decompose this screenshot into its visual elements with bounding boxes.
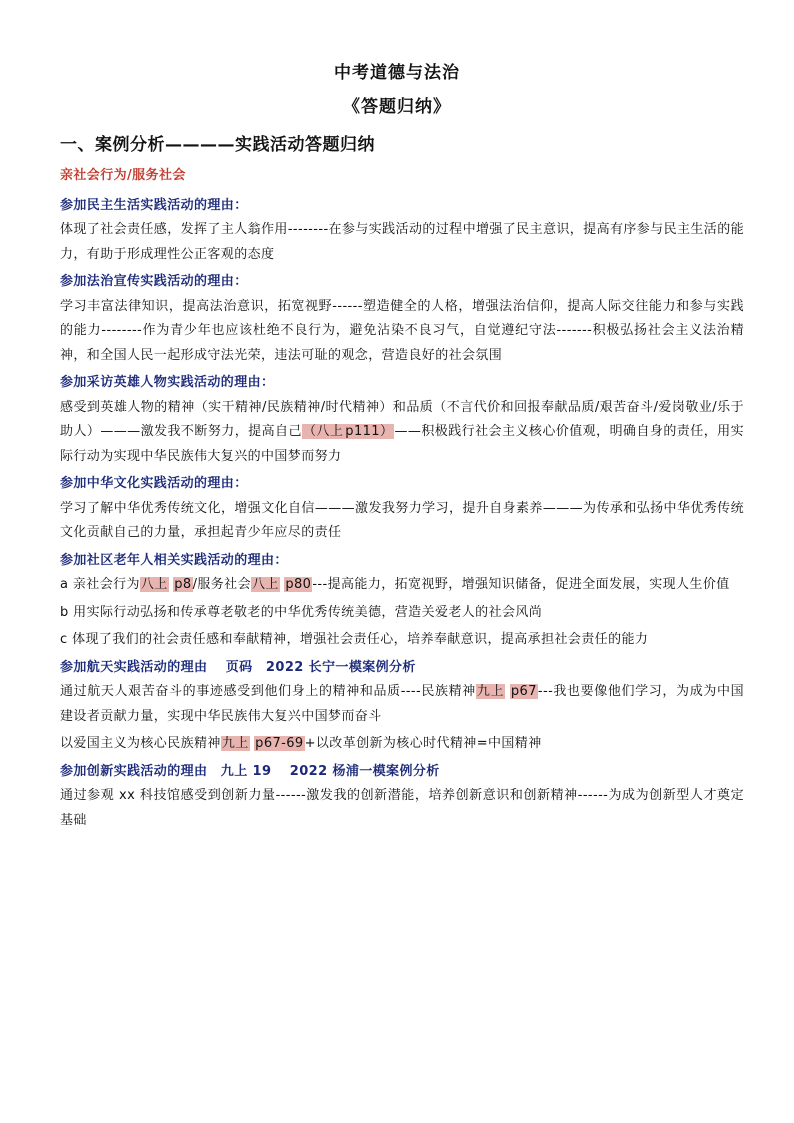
elderly-a-part-2: /服务社会	[192, 577, 251, 592]
document-subtitle: 《答题归纳》	[343, 97, 451, 117]
elderly-point-a	[60, 573, 744, 598]
hero-text-part-2: ——积极践行社会主义核心价值观，明确自身的责任，用实际行动为实现中华民族伟大复兴的中国梦而努力	[60, 424, 744, 464]
china-spirit-text	[60, 732, 744, 757]
section-heading: 一、案例分析————实践活动答题归纳	[60, 135, 375, 155]
china-spirit-part-1: 以爱国主义为核心民族精神	[60, 736, 221, 751]
page-ref-highlight: 八上	[140, 577, 168, 592]
aerospace-text-part-1: 通过航天人艰苦奋斗的事迹感受到他们身上的精神和品质----民族精神	[60, 684, 476, 699]
law-activity-heading: 参加法治宣传实践活动的理由：	[60, 274, 248, 289]
china-spirit-part-2: +以改革创新为核心时代精神=中国精神	[304, 736, 542, 751]
hero-activity-text	[60, 396, 744, 470]
page-ref-highlight: （八上	[302, 424, 344, 439]
aerospace-text-part-2: ---我也要像他们学习，为成为中国建设者贡献力量，实现中华民族伟大复兴中国梦而奋斗	[60, 684, 744, 724]
page-ref-highlight: 八上	[251, 577, 279, 592]
document-title: 中考道德与法治	[334, 63, 460, 83]
page-ref-highlight: 九上	[221, 736, 249, 751]
law-activity-text: 学习丰富法律知识，提高法治意识，拓宽视野------塑造健全的人格，增强法治信仰，提高人际交往能力和参与实践的能力--------作为青少年也应该杜绝不良行为，避免沾染不良习气，自觉遵纪守法-------积极弘扬社会主义法治精神，和全国人民一起形成守法光荣，违法可耻的观念，营造良好的社会氛围	[60, 298, 744, 363]
democracy-activity-text: 体现了社会责任感，发挥了主人翁作用--------在参与实践活动的过程中增强了民主意识，提高有序参与民主生活的能力，有助于形成理性公正客观的态度	[60, 222, 744, 262]
document-body	[60, 164, 744, 836]
elderly-point-b: b 用实际行动弘扬和传承尊老敬老的中华优秀传统美德，营造关爱老人的社会风尚	[60, 604, 543, 620]
hero-text-part-1: 感受到英雄人物的精神（实干精神/民族精神/时代精神）和品质（不言代价和回报奉献品质/艰苦奋斗/爱岗敬业/乐于助人）———激发我不断努力，提高自己	[60, 399, 744, 439]
page-ref-highlight: p8	[174, 577, 192, 592]
culture-activity-text: 学习了解中华优秀传统文化，增强文化自信———激发我努力学习，提升自身素养———为传承和弘扬中华优秀传统文化贡献自己的力量，承担起青少年应尽的责任	[60, 500, 744, 540]
democracy-activity-heading: 参加民主生活实践活动的理由：	[60, 197, 248, 213]
page-ref-highlight: 九上	[476, 684, 505, 699]
category-heading: 亲社会行为/服务社会	[60, 168, 186, 183]
hero-activity-heading: 参加采访英雄人物实践活动的理由：	[60, 375, 275, 390]
innovation-activity-heading: 参加创新实践活动的理由 九上 19 2022 杨浦一模案例分析	[60, 763, 440, 779]
innovation-activity-text: 通过参观 xx 科技馆感受到创新力量------激发我的创新潜能，培养创新意识和创新精神------为成为创新型人才奠定基础	[60, 788, 744, 828]
elderly-a-part-3: ---提高能力，拓宽视野，增强知识储备，促进全面发展，实现人生价值	[312, 577, 730, 592]
page-ref-highlight: p111）	[345, 424, 394, 439]
aerospace-activity-text	[60, 680, 744, 729]
page-ref-highlight: p67-69	[255, 736, 304, 751]
elderly-activity-heading: 参加社区老年人相关实践活动的理由：	[60, 552, 288, 568]
page-ref-highlight: p80	[285, 577, 312, 592]
page-ref-highlight: p67	[510, 684, 537, 699]
elderly-point-c: c 体现了我们的社会责任感和奉献精神，增强社会责任心，培养奉献意识，提高承担社会责任的能力	[60, 632, 649, 647]
culture-activity-heading: 参加中华文化实践活动的理由：	[60, 476, 248, 491]
elderly-a-part-1: a 亲社会行为	[60, 577, 140, 592]
aerospace-activity-heading: 参加航天实践活动的理由 页码 2022 长宁一模案例分析	[60, 659, 416, 675]
